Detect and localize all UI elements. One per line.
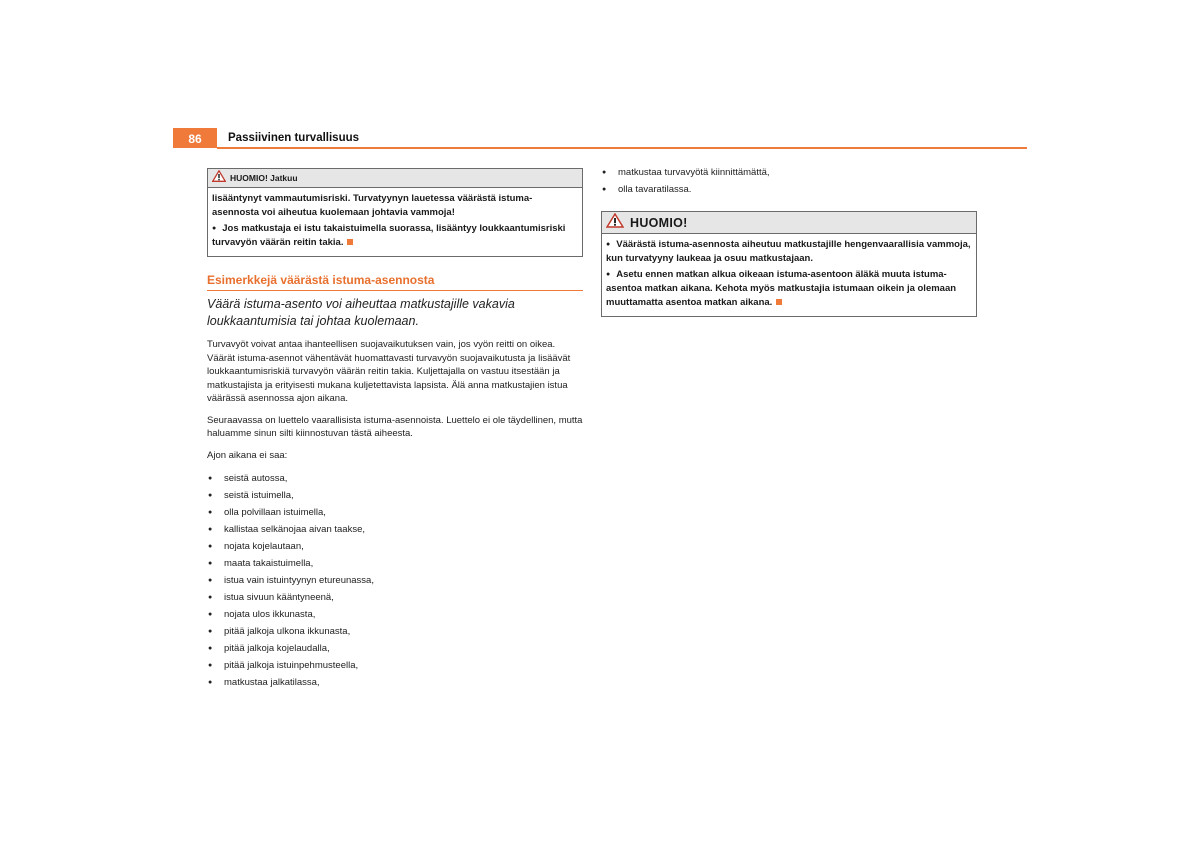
warning-box bbox=[601, 211, 977, 317]
warning-continued-paragraph: lisääntynyt vammautumisriski. Turvatyynyn lauetessa väärästä istuma-asennosta voi aiheutua kuolemaan johtavia vammoja! bbox=[212, 193, 533, 218]
list-item: ● matkustaa jalkatilassa, bbox=[207, 674, 583, 691]
end-marker-icon bbox=[347, 239, 353, 245]
list-item: ● olla polvillaan istuimella, bbox=[207, 504, 583, 521]
warning-continued-bullet bbox=[212, 222, 577, 250]
list-item: ● istua sivuun kääntyneenä, bbox=[207, 589, 583, 606]
warning-continued-body bbox=[208, 188, 582, 256]
header-rule bbox=[217, 147, 1027, 149]
section-lead: Väärä istuma-asento voi aiheuttaa matkustajille vakavia loukkaantumisia tai johtaa kuolemaan. bbox=[207, 297, 515, 328]
list-item: ● pitää jalkoja ulkona ikkunasta, bbox=[207, 623, 583, 640]
warning-triangle-icon bbox=[212, 169, 226, 187]
page-number: 86 bbox=[173, 128, 217, 148]
warning-continued-header bbox=[208, 169, 582, 188]
forbidden-positions-list bbox=[207, 470, 583, 691]
list-item: ● matkustaa turvavyötä kiinnittämättä, bbox=[601, 164, 977, 181]
warning-bullet-1-text: ● Väärästä istuma-asennosta aiheutuu matkustajille hengenvaarallisia vammoja, kun turvatyyny laukeaa ja osuu matkustajaan. bbox=[606, 239, 971, 264]
list-item: ● seistä autossa, bbox=[207, 470, 583, 487]
warning-header bbox=[602, 212, 976, 234]
warning-bullet-1 bbox=[606, 238, 971, 266]
warning-continued-box bbox=[207, 168, 583, 257]
page-header bbox=[173, 128, 1027, 148]
list-item: ● olla tavaratilassa. bbox=[601, 181, 977, 198]
left-column bbox=[207, 168, 583, 691]
list-item: ● pitää jalkoja istuinpehmusteella, bbox=[207, 657, 583, 674]
section-paragraph-2: Seuraavassa on luettelo vaarallisista istuma-asennoista. Luettelo ei ole täydellinen, mutta haluamme sinun silti kiinnostuvan tästä aiheesta. bbox=[207, 414, 583, 439]
warning-continued-title: HUOMIO! Jatkuu bbox=[230, 173, 298, 183]
warning-bullet-2-text: ● Asetu ennen matkan alkua oikeaan istuma-asentoon äläkä muuta istuma-asentoa matkan aikana. Kehota myös matkustajia istumaan oikein ja olemaan muuttamatta asentoa matkan aikana. bbox=[606, 269, 956, 308]
list-item: ● istua vain istuintyynyn etureunassa, bbox=[207, 572, 583, 589]
chapter-title: Passiivinen turvallisuus bbox=[228, 132, 360, 144]
section-paragraph-3: Ajon aikana ei saa: bbox=[207, 449, 288, 461]
list-item: ● pitää jalkoja kojelaudalla, bbox=[207, 640, 583, 657]
list-item: ● kallistaa selkänojaa aivan taakse, bbox=[207, 521, 583, 538]
end-marker-icon bbox=[776, 299, 782, 305]
warning-title: HUOMIO! bbox=[630, 215, 688, 230]
list-item: ● maata takaistuimella, bbox=[207, 555, 583, 572]
list-item: ● seistä istuimella, bbox=[207, 487, 583, 504]
warning-body bbox=[602, 234, 976, 316]
section-paragraph-1: Turvavyöt voivat antaa ihanteellisen suojavaikutuksen vain, jos vyön reitti on oikea. Väärät istuma-asennot vähentävät huomattavasti turvavyön suojavaikutusta ja lisäävät loukkaantumisriskiä turvavyön väärän reitin takia. Kuljettajalla on vastuu itsestään ja matkustajista ja erityisesti mukana kuljetettavista lapsista. Älä anna matkustajien istua väärässä asennossa ajon aikana. bbox=[207, 339, 571, 404]
section-title: Esimerkkejä väärästä istuma-asennosta bbox=[207, 273, 583, 291]
list-item: ● nojata ulos ikkunasta, bbox=[207, 606, 583, 623]
list-item: ● nojata kojelautaan, bbox=[207, 538, 583, 555]
warning-bullet-2 bbox=[606, 268, 971, 310]
forbidden-positions-list-continued bbox=[601, 164, 977, 198]
warning-continued-bullet-text: ● Jos matkustaja ei istu takaistuimella suorassa, lisääntyy loukkaantumisriski turvavyön väärän reitin takia. bbox=[212, 223, 565, 248]
warning-triangle-icon bbox=[606, 213, 624, 233]
right-column bbox=[601, 164, 977, 317]
